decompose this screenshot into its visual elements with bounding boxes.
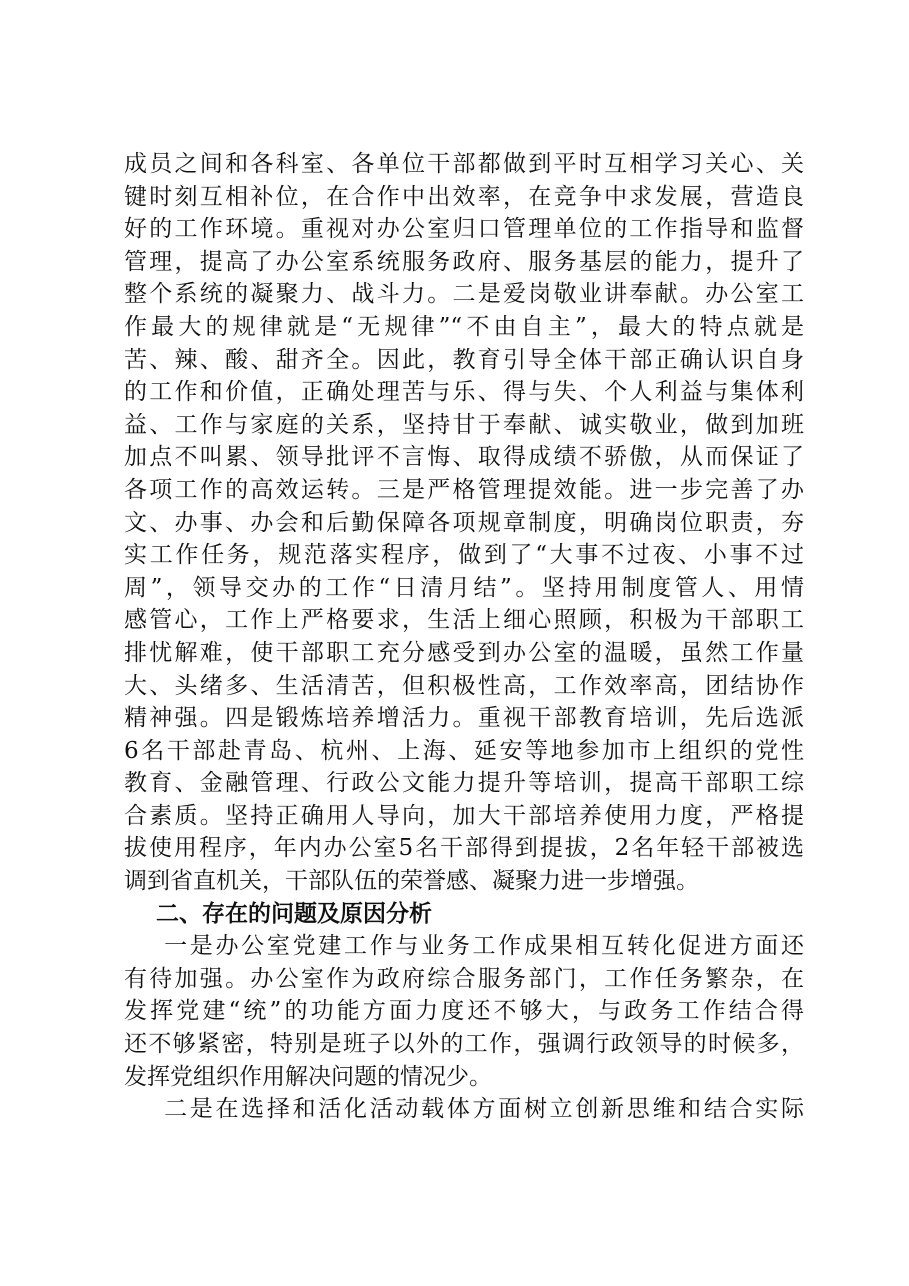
body-line: 键时刻互相补位，在合作中出效率，在竞争中求发展，营造良 bbox=[124, 183, 804, 210]
section-heading: 二、存在的问题及原因分析 bbox=[124, 900, 433, 927]
body-line: 发挥党建“统”的功能方面力度还不够大，与政务工作结合得 bbox=[124, 998, 804, 1025]
body-line: 成员之间和各科室、各单位干部都做到平时互相学习关心、关 bbox=[124, 151, 804, 177]
body-line: 苦、辣、酸、甜齐全。因此，教育引导全体干部正确认识自身 bbox=[124, 346, 804, 373]
body-line: 各项工作的高效运转。三是严格管理提效能。进一步完善了办 bbox=[124, 476, 804, 503]
body-line: 还不够紧密，特别是班子以外的工作，强调行政领导的时候多， bbox=[124, 1031, 804, 1058]
body-line: 整个系统的凝聚力、战斗力。二是爱岗敬业讲奉献。办公室工 bbox=[124, 281, 804, 308]
body-line: 6名干部赴青岛、杭州、上海、延安等地参加市上组织的党性 bbox=[124, 737, 804, 764]
body-line: 管理，提高了办公室系统服务政府、服务基层的能力，提升了 bbox=[124, 248, 804, 275]
body-line: 益、工作与家庭的关系，坚持甘于奉献、诚实敬业，做到加班 bbox=[124, 411, 804, 438]
body-line: 周”，领导交办的工作“日清月结”。坚持用制度管人、用情 bbox=[124, 574, 804, 601]
body-line: 作最大的规律就是“无规律”“不由自主”，最大的特点就是 bbox=[124, 313, 804, 340]
body-line: 排忧解难，使干部职工充分感受到办公室的温暖，虽然工作量 bbox=[124, 639, 804, 666]
body-line: 文、办事、办会和后勤保障各项规章制度，明确岗位职责，夯 bbox=[124, 509, 804, 536]
body-line: 精神强。四是锻炼培养增活力。重视干部教育培训，先后选派 bbox=[124, 705, 804, 732]
body-line: 拔使用程序，年内办公室5名干部得到提拔，2名年轻干部被选 bbox=[124, 835, 804, 862]
paragraph-end-line: 发挥党组织作用解决问题的情况少。 bbox=[124, 1063, 492, 1090]
body-line: 好的工作环境。重视对办公室归口管理单位的工作指导和监督 bbox=[124, 216, 804, 243]
body-line: 感管心，工作上严格要求，生活上细心照顾，积极为干部职工 bbox=[124, 607, 804, 634]
body-line: 有待加强。办公室作为政府综合服务部门，工作任务繁杂，在 bbox=[124, 965, 804, 992]
body-line: 二是在选择和活化活动载体方面树立创新思维和结合实际 bbox=[124, 1096, 804, 1123]
body-line: 的工作和价值，正确处理苦与乐、得与失、个人利益与集体利 bbox=[124, 379, 804, 406]
body-line: 加点不叫累、领导批评不言悔、取得成绩不骄傲，从而保证了 bbox=[124, 444, 804, 471]
body-line: 大、头绪多、生活清苦，但积极性高，工作效率高，团结协作 bbox=[124, 672, 804, 699]
body-line: 合素质。坚持正确用人导向，加大干部培养使用力度，严格提 bbox=[124, 802, 804, 829]
body-line: 实工作任务，规范落实程序，做到了“大事不过夜、小事不过 bbox=[124, 542, 804, 569]
document-body bbox=[124, 148, 804, 1126]
body-line: 教育、金融管理、行政公文能力提升等培训，提高干部职工综 bbox=[124, 770, 804, 797]
body-line: 一是办公室党建工作与业务工作成果相互转化促进方面还 bbox=[124, 933, 804, 960]
paragraph-end-line: 调到省直机关，干部队伍的荣誉感、凝聚力进一步增强。 bbox=[124, 868, 699, 895]
